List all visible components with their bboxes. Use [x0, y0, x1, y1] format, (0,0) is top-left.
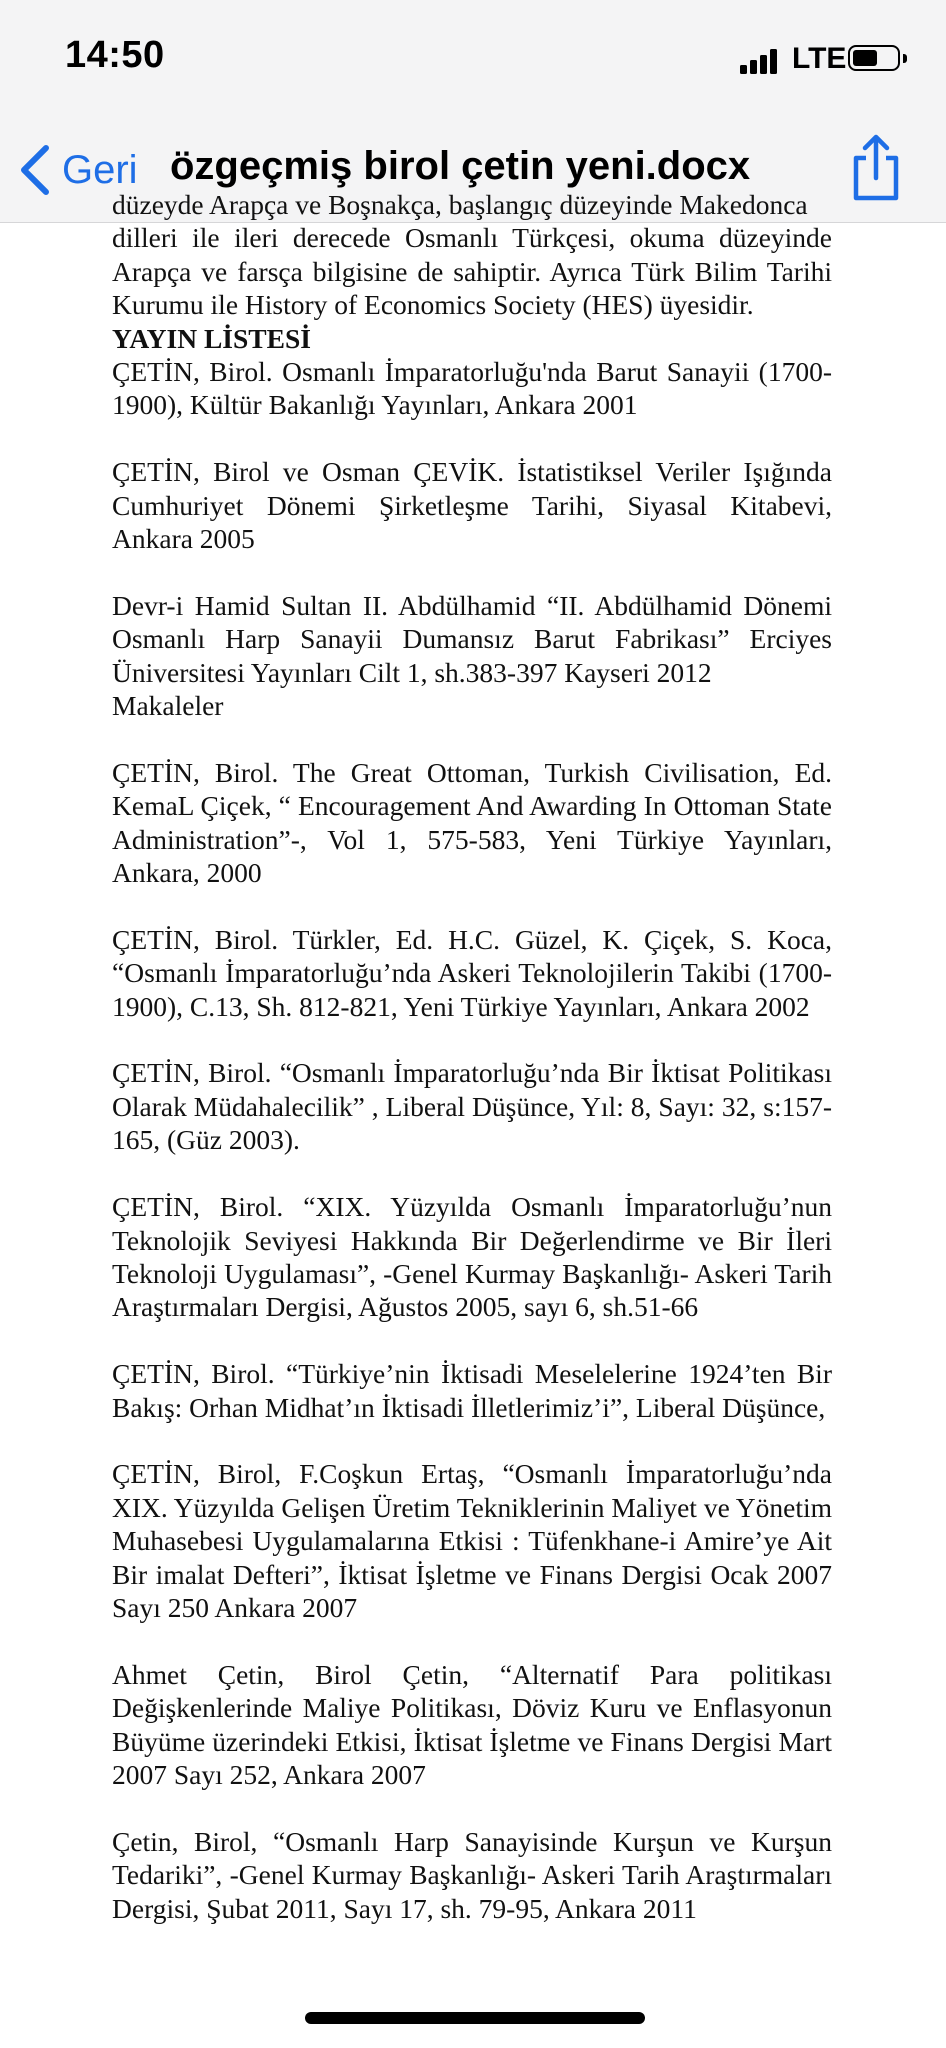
- publication-entry: ÇETİN, Birol. Osmanlı İmparatorluğu'nda Barut Sanayii (1700-1900), Kültür Bakanlığı Yayınları, Ankara 2001: [112, 356, 832, 421]
- back-label: Geri: [62, 147, 138, 192]
- document-viewport[interactable]: [0, 189, 946, 2048]
- publication-entry: ÇETİN, Birol ve Osman ÇEVİK. İstatistiksel Veriler Işığında Cumhuriyet Dönemi Şirketleşme Tarihi, Siyasal Kitabevi, Ankara 2005: [112, 456, 832, 555]
- battery-level: [853, 50, 877, 66]
- publication-list-heading: YAYIN LİSTESİ: [112, 322, 311, 354]
- publication-entry: ÇETİN, Birol, F.Coşkun Ertaş, “Osmanlı İmparatorluğu’nda XIX. Yüzyılda Gelişen Üretim Tekniklerinin Maliyet ve Yönetim Muhasebesi Uygulamalarına Etkisi : Tüfenkhane-i Amire’ye Ait Bir imalat Defteri”, İktisat İşletme ve Finans Dergisi Ocak 2007 Sayı 250 Ankara 2007: [112, 1458, 832, 1623]
- publication-entry: ÇETİN, Birol. “XIX. Yüzyılda Osmanlı İmparatorluğu’nun Teknolojik Seviyesi Hakkında Bir Değerlendirme ve Bir İleri Teknoloji Uygulaması”, -Genel Kurmay Başkanlığı- Askeri Tarih Araştırmaları Dergisi, Ağustos 2005, sayı 6, sh.51-66: [112, 1191, 832, 1323]
- status-time: 14:50: [65, 34, 165, 76]
- publication-entry: ÇETİN, Birol. The Great Ottoman, Turkish Civilisation, Ed. KemaL Çiçek, “ Encouragement And Awarding In Ottoman State Administration”-, Vol 1, 575-583, Yeni Türkiye Yayınları, Ankara, 2000: [112, 756, 832, 889]
- publication-entry: ÇETİN, Birol. “Osmanlı İmparatorluğu’nda Bir İktisat Politikası Olarak Müdahalecilik” , Liberal Düşünce, Yıl: 8, Sayı: 32, s:157-165, (Güz 2003).: [112, 1057, 832, 1156]
- publication-entry: Çetin, Birol, “Osmanlı Harp Sanayisinde Kurşun ve Kurşun Tedariki”, -Genel Kurmay Başkanlığı- Askeri Tarih Araştırmaları Dergisi, Şubat 2011, Sayı 17, sh. 79-95, Ankara 2011: [112, 1825, 832, 1924]
- publication-entry: Devr-i Hamid Sultan II. Abdülhamid “II. Abdülhamid Dönemi Osmanlı Harp Sanayii Dumansız Barut Fabrikası” Erciyes Üniversitesi Yayınları Cilt 1, sh.383-397 Kayseri 2012: [112, 589, 832, 688]
- share-icon[interactable]: [848, 132, 904, 204]
- chevron-left-icon: [18, 144, 52, 196]
- publication-entry: ÇETİN, Birol. “Türkiye’nin İktisadi Meselelerine 1924’ten Bir Bakış: Orhan Midhat’ın İktisadi İlletlerimiz’i”, Liberal Düşünce,: [112, 1358, 832, 1423]
- section-label-articles: Makaleler: [112, 690, 224, 722]
- battery-icon: [848, 45, 900, 71]
- publication-entry: Ahmet Çetin, Birol Çetin, “Alternatif Para politikası Değişkenlerinde Maliye Politikası, Döviz Kuru ve Enflasyonun Büyüme üzerindeki Etkisi, İktisat İşletme ve Finans Dergisi Mart 2007 Sayı 252, Ankara 2007: [112, 1658, 832, 1790]
- publication-entry: ÇETİN, Birol. Türkler, Ed. H.C. Güzel, K. Çiçek, S. Koca, “Osmanlı İmparatorluğu’nda Askeri Teknolojilerin Takibi (1700-1900), C.13, Sh. 812-821, Yeni Türkiye Yayınları, Ankara 2002: [112, 923, 832, 1022]
- cellular-signal-icon: [740, 48, 780, 74]
- document-content: [112, 188, 832, 1925]
- document-title: özgeçmiş birol çetin yeni.docx: [170, 144, 751, 188]
- partial-line: düzeyde Arapça ve Boşnakça, başlangıç düzeyinde Makedonca: [112, 189, 808, 220]
- battery-cap: [903, 54, 907, 63]
- network-type: LTE: [792, 42, 847, 75]
- home-indicator[interactable]: [305, 2012, 645, 2024]
- status-bar: [0, 0, 946, 118]
- bio-paragraph: dilleri ile ileri derecede Osmanlı Türkçesi, okuma düzeyinde Arapça ve farsça bilgisine de sahiptir. Ayrıca Türk Bilim Tarihi Kurumu ile History of Economics Society (HES) üyesidir.: [112, 222, 832, 321]
